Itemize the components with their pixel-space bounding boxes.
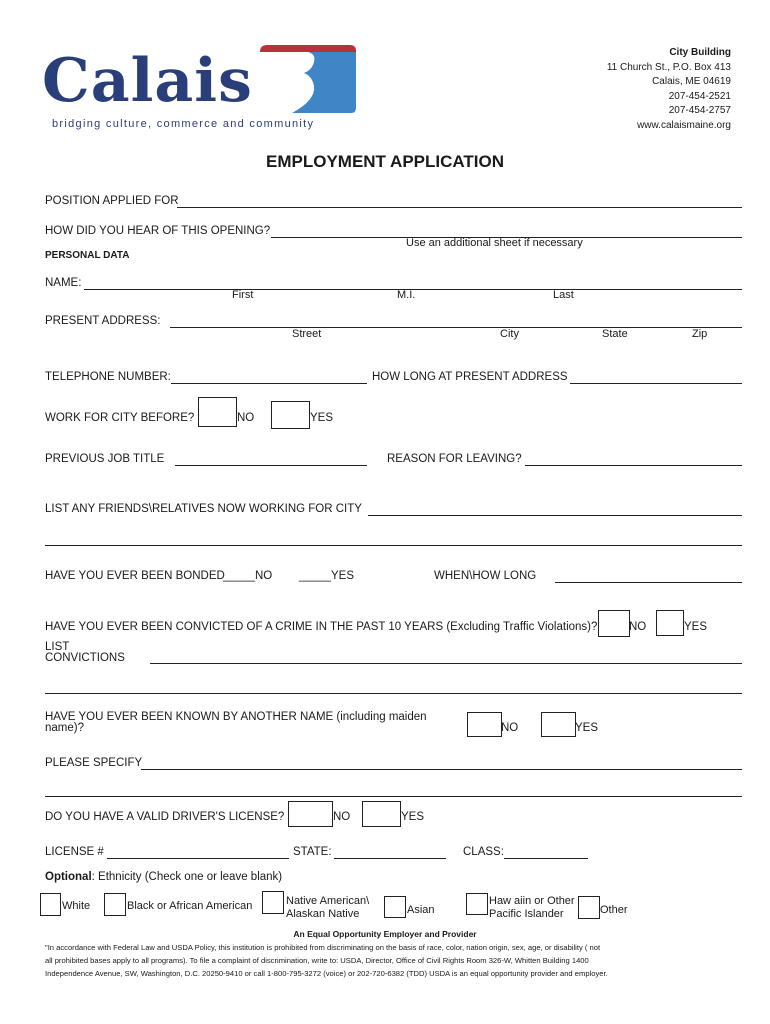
phone-field[interactable]: [174, 369, 364, 383]
friends-line-1: [368, 515, 742, 516]
position-field[interactable]: [180, 193, 740, 207]
list-label: LIST: [45, 641, 70, 653]
contact-block: [607, 46, 731, 133]
class-field[interactable]: [507, 844, 585, 858]
footer-eoe: An Equal Opportunity Employer and Provider: [293, 929, 477, 939]
license-no-checkbox[interactable]: [288, 801, 333, 827]
contact-website: www.calaismaine.org: [637, 119, 731, 131]
position-label: POSITION APPLIED FOR: [45, 195, 179, 207]
contact-name: City Building: [669, 47, 731, 58]
license-question: DO YOU HAVE A VALID DRIVER'S LICENSE?: [45, 811, 285, 823]
whenhow-line: [555, 582, 742, 583]
othername-yes-checkbox[interactable]: [541, 712, 576, 737]
license-number-field[interactable]: [110, 844, 286, 858]
name-last-caption: Last: [553, 289, 574, 301]
hear-field[interactable]: [274, 223, 740, 237]
calais-logo: [42, 42, 362, 134]
logo-tagline: bridging culture, commerce and community: [52, 118, 315, 130]
friends-label: LIST ANY FRIENDS\RELATIVES NOW WORKING FOR CITY: [45, 503, 362, 515]
convictions-field-1[interactable]: [153, 649, 739, 663]
class-label: CLASS:: [463, 846, 504, 858]
whenhow-label: WHEN\HOW LONG: [434, 570, 537, 582]
class-line: [504, 858, 588, 859]
hear-note: Use an additional sheet if necessary: [406, 237, 583, 249]
license-number-label: LICENSE #: [45, 846, 104, 858]
convicted-no-checkbox[interactable]: [598, 610, 630, 637]
specify-line-2: [45, 796, 742, 797]
personal-data-heading: PERSONAL DATA: [45, 250, 130, 261]
ethnicity-label: : Ethnicity (Check one or leave blank): [91, 871, 283, 883]
logo-wordmark: Calais: [42, 46, 253, 116]
bonded-no-option[interactable]: _____NO: [223, 570, 273, 582]
prevjob-label: PREVIOUS JOB TITLE: [45, 453, 165, 465]
eth-hawaii-label-1: Haw aiin or Other: [489, 895, 575, 907]
convicted-no-label: NO: [629, 621, 647, 633]
eth-asian-label: Asian: [407, 904, 435, 916]
howlong-line: [570, 383, 742, 384]
whenhow-field[interactable]: [558, 568, 739, 582]
name-label: NAME:: [45, 277, 82, 289]
eth-hawaii-checkbox[interactable]: [466, 893, 488, 915]
othername-label-1: HAVE YOU EVER BEEN KNOWN BY ANOTHER NAME (including maiden: [45, 711, 427, 723]
address-line: [170, 327, 742, 328]
license-yes-label: YES: [401, 811, 425, 823]
eth-other-checkbox[interactable]: [578, 896, 600, 919]
footer-disclaimer: [45, 941, 608, 980]
friends-line-2: [45, 545, 742, 546]
friends-field-2[interactable]: [48, 531, 738, 545]
license-no-label: NO: [333, 811, 351, 823]
bonded-label: HAVE YOU EVER BEEN BONDED: [45, 570, 225, 582]
contact-address-2: Calais, ME 04619: [652, 76, 731, 87]
workcity-label: WORK FOR CITY BEFORE?: [45, 412, 195, 424]
convictions-line-1: [150, 663, 742, 664]
eth-white-checkbox[interactable]: [40, 893, 61, 916]
convicted-yes-label: YES: [684, 621, 708, 633]
state-field[interactable]: [337, 844, 443, 858]
reason-label: REASON FOR LEAVING?: [387, 453, 522, 465]
contact-address-1: 11 Church St., P.O. Box 413: [606, 61, 731, 73]
addr-state-caption: State: [602, 328, 628, 340]
addr-city-caption: City: [500, 328, 519, 340]
eth-native-checkbox[interactable]: [262, 891, 284, 914]
othername-no-label: NO: [501, 722, 519, 734]
specify-label: PLEASE SPECIFY: [45, 757, 143, 769]
ethnicity-heading: [45, 871, 282, 883]
eth-asian-checkbox[interactable]: [384, 896, 406, 918]
eth-white-label: White: [62, 900, 91, 912]
convictions-label: CONVICTIONS: [45, 652, 125, 664]
contact-phone-2: 207-454-2757: [668, 105, 731, 116]
bonded-yes-option[interactable]: _____YES: [299, 570, 354, 582]
prevjob-field[interactable]: [178, 451, 364, 465]
friends-field-1[interactable]: [371, 501, 739, 515]
workcity-yes-checkbox[interactable]: [271, 401, 310, 429]
address-label: PRESENT ADDRESS:: [45, 315, 161, 327]
state-label: STATE:: [293, 846, 332, 858]
reason-field[interactable]: [528, 451, 739, 465]
convictions-field-2[interactable]: [48, 679, 738, 693]
specify-field-2[interactable]: [48, 782, 738, 796]
phone-line: [171, 383, 367, 384]
convictions-line-2: [45, 693, 742, 694]
hear-label: HOW DID YOU HEAR OF THIS OPENING?: [45, 225, 271, 237]
position-line: [177, 207, 742, 208]
workcity-no-label: NO: [237, 412, 255, 424]
footer-line-2: all prohibited bases apply to all programs). To file a complaint of discrimination, write to: USDA, Director, Office of Civil Rights Room 326-W, Whitten Building 1400: [45, 956, 589, 965]
page-title: EMPLOYMENT APPLICATION: [266, 152, 504, 171]
othername-no-checkbox[interactable]: [467, 712, 502, 737]
logo-swoosh-graphic: [258, 42, 358, 114]
specify-line-1: [141, 769, 742, 770]
eth-black-checkbox[interactable]: [104, 893, 126, 916]
eth-native-label-1: Native American\: [286, 895, 370, 907]
eth-hawaii-label-2: Pacific Islander: [489, 908, 564, 920]
convicted-label: HAVE YOU EVER BEEN CONVICTED OF A CRIME IN THE PAST 10 YEARS (Excluding Traffic Violations)?: [45, 621, 598, 633]
othername-label-2: name)?: [45, 722, 84, 734]
name-mi-caption: M.I.: [397, 289, 416, 301]
name-first-caption: First: [232, 289, 254, 301]
reason-line: [525, 465, 742, 466]
specify-field-1[interactable]: [144, 755, 739, 769]
name-field[interactable]: [87, 275, 737, 289]
contact-phone-1: 207-454-2521: [668, 90, 731, 102]
eth-black-label: Black or African American: [127, 900, 253, 912]
eth-other-label: Other: [600, 904, 628, 916]
eth-native-label-2: Alaskan Native: [286, 908, 360, 920]
footer-line-3: Independence Avenue, SW, Washington, D.C. 20250-9410 or call 1-800-795-3272 (voice) or 202-720-6382 (TDD) USDA is an equal opportunity provider and employer.: [45, 969, 608, 978]
optional-label: Optional: [45, 871, 92, 883]
workcity-yes-label: YES: [310, 412, 334, 424]
addr-zip-caption: Zip: [692, 328, 708, 340]
workcity-no-checkbox[interactable]: [198, 397, 237, 427]
howlong-label: HOW LONG AT PRESENT ADDRESS: [372, 371, 568, 383]
prevjob-line: [175, 465, 367, 466]
howlong-field[interactable]: [573, 369, 739, 383]
phone-label: TELEPHONE NUMBER:: [45, 371, 171, 383]
addr-street-caption: Street: [292, 328, 322, 340]
address-field[interactable]: [173, 313, 738, 327]
footer-line-1: "In accordance with Federal Law and USDA Policy, this institution is prohibited from discriminating on the basis of race, color, nation origin, sex, age, or disability ( not: [45, 943, 601, 952]
convicted-yes-checkbox[interactable]: [656, 610, 684, 636]
state-line: [334, 858, 446, 859]
othername-yes-label: YES: [575, 722, 599, 734]
license-number-line: [107, 858, 289, 859]
license-yes-checkbox[interactable]: [362, 801, 401, 827]
